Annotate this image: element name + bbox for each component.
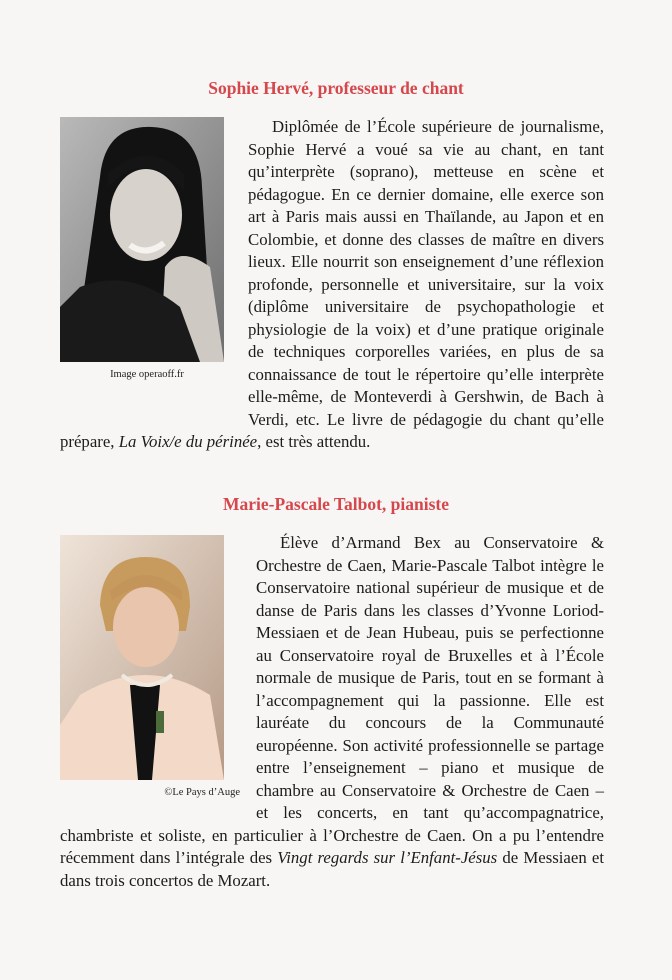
section-body-marie-pascale-talbot — [60, 532, 604, 892]
work-title: Vingt regards sur l’Enfant-Jésus — [277, 848, 498, 867]
photo-credit: Image operaoff.fr — [110, 369, 184, 380]
text-part: Élève d’Armand Bex au Conservatoire & Orchestre de Caen, Marie-Pascale Talbot intègre le Conservatoire national supérieur de musique et de danse de Paris dans les classes d’Yvonne Loriod-Messiaen et de Jean Hubeau, puis se perfectionne au Conservatoire royal de Bruxelles et à l’École normale de musique de Paris, tout en se formant à l’accompagnement qui la passionne. Elle est lauréate du concours de la Communauté européenne. Son activité professionnelle se partage entre l’enseignement – piano et musique de chambre au Conservatoire & Orchestre de Caen – et les concerts, en tant qu’accompagnatrice, chambriste et soliste, en particulier à l’Orchestre de Caen. On a pu l’entendre récemment dans l’intégrale des — [60, 533, 604, 867]
text-part: , est très attendu. — [257, 432, 371, 451]
photo-block — [60, 116, 234, 406]
photo-credit: ©Le Pays d’Auge — [164, 787, 240, 798]
text-part: de Messiaen et dans trois concertos de Mozart. — [60, 848, 604, 890]
section-heading-marie-pascale-talbot: Marie-Pascale Talbot, pianiste — [222, 494, 450, 514]
text-part: Diplômée de l’École supérieure de journalisme, Sophie Hervé a voué sa vie au chant, en tant qu’interprète (soprano), metteuse en scène et pédagogue. En ce dernier domaine, elle exerce son art à Paris mais aussi en Thaïlande, au Japon et en Colombie, et donne des classes de maître en divers lieux. Elle nourrit son enseignement d’une réflexion profonde, personnelle et universitaire, sur la voix (diplôme universitaire de psychopathologie et physiologie de la voix) et d’une pratique originale de techniques corporelles variées, en plus de sa connaissance de tout le répertoire qu’elle interprète elle-même, de Monteverdi à Gershwin, de Bach à Verdi, etc. Le livre de pédagogie du chant qu’elle prépare, — [60, 117, 604, 451]
photo-block — [60, 532, 242, 807]
section-heading-sophie-herve: Sophie Hervé, professeur de chant — [208, 78, 464, 98]
portrait-photo-sophie-herve — [60, 117, 224, 362]
section-body-sophie-herve — [60, 116, 604, 454]
book-title: La Voix/e du périnée — [118, 432, 258, 451]
portrait-photo-marie-pascale-talbot — [60, 535, 224, 780]
